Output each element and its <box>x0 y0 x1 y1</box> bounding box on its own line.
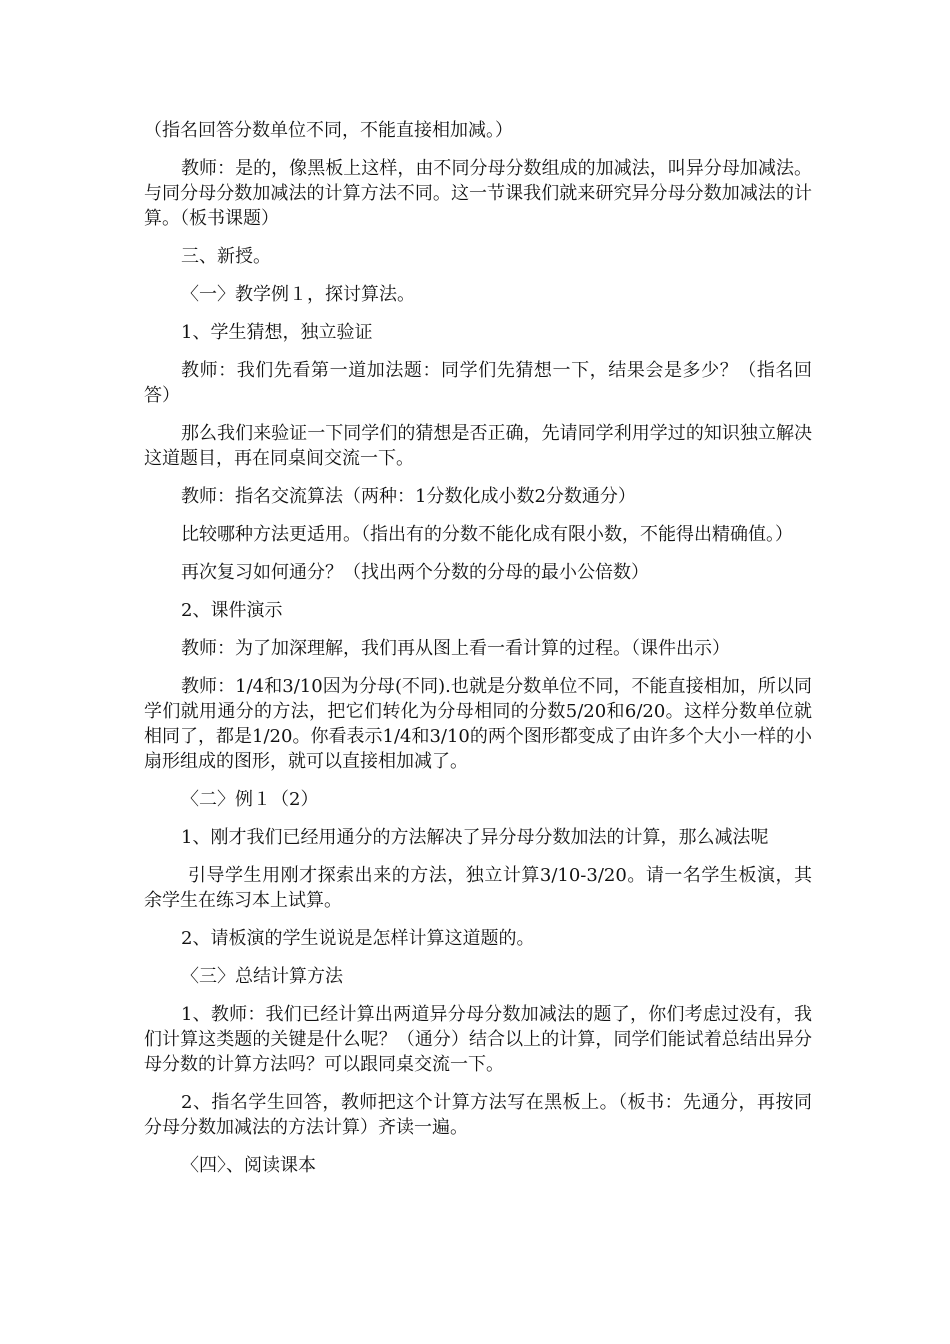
document-body <box>144 118 812 1191</box>
paragraph-answer-note: （指名回答分数单位不同，不能直接相加减。） <box>144 120 513 141</box>
paragraph-review-common-denominator: 再次复习如何通分？（找出两个分数的分母的最小公倍数） <box>181 562 649 583</box>
subsection-heading-example-1-2: 〈二〉例１（2） <box>181 789 319 810</box>
paragraph-verify: 那么我们来验证一下同学们的猜想是否正确，先请同学利用学过的知识独立解决这道题目，再在同桌间交流一下。 <box>144 423 812 469</box>
paragraph-teacher-methods: 教师：指名交流算法（两种：1分数化成小数2分数通分） <box>181 486 636 507</box>
paragraph-board-explain: 2、请板演的学生说说是怎样计算这道题的。 <box>181 928 535 949</box>
subsection-heading-read-textbook: 〈四〉、阅读课本 <box>181 1155 316 1176</box>
step-heading-guess-verify: 1、学生猜想，独立验证 <box>181 322 373 343</box>
section-heading-new-lesson: 三、新授。 <box>181 246 271 267</box>
paragraph-teacher-diagram: 教师：为了加深理解，我们再从图上看一看计算的过程。（课件出示） <box>181 638 730 659</box>
paragraph-guide-students: 引导学生用刚才探索出来的方法，独立计算3/10-3/20。请一名学生板演，其余学生在练习本上试算。 <box>144 865 812 911</box>
paragraph-teacher-guess: 教师：我们先看第一道加法题：同学们先猜想一下，结果会是多少？（指名回答） <box>144 360 812 406</box>
subsection-heading-summary: 〈三〉总结计算方法 <box>181 966 343 987</box>
paragraph-summary-question: 1、教师：我们已经计算出两道异分母分数加减法的题了，你们考虑过没有，我们计算这类题的关键是什么呢？（通分）结合以上的计算，同学们能试着总结出异分母分数的计算方法吗？可以跟同桌交流一下。 <box>144 1004 812 1075</box>
step-heading-courseware: 2、课件演示 <box>181 600 283 621</box>
paragraph-teacher-intro: 教师：是的，像黑板上这样，由不同分母分数组成的加减法，叫异分母加减法。与同分母分数加减法的计算方法不同。这一节课我们就来研究异分母分数加减法的计算。（板书课题） <box>144 158 812 229</box>
paragraph-summary-board: 2、指名学生回答，教师把这个计算方法写在黑板上。（板书：先通分，再按同分母分数加减法的方法计算）齐读一遍。 <box>144 1092 812 1138</box>
subsection-heading-example-1: 〈一〉教学例１，探讨算法。 <box>181 284 415 305</box>
paragraph-subtraction-question: 1、刚才我们已经用通分的方法解决了异分母分数加法的计算，那么减法呢 <box>181 827 769 848</box>
paragraph-compare-methods: 比较哪种方法更适用。（指出有的分数不能化成有限小数，不能得出精确值。） <box>181 524 793 545</box>
paragraph-teacher-explanation: 教师：1/4和3/10因为分母(不同).也就是分数单位不同，不能直接相加，所以同学们就用通分的方法，把它们转化为分母相同的分数5/20和6/20。这样分数单位就相同了，都是1/20。你看表示1/4和3/10的两个图形都变成了由许多个大小一样的小扇形组成的图形，就可以直接相加减了。 <box>144 676 812 772</box>
